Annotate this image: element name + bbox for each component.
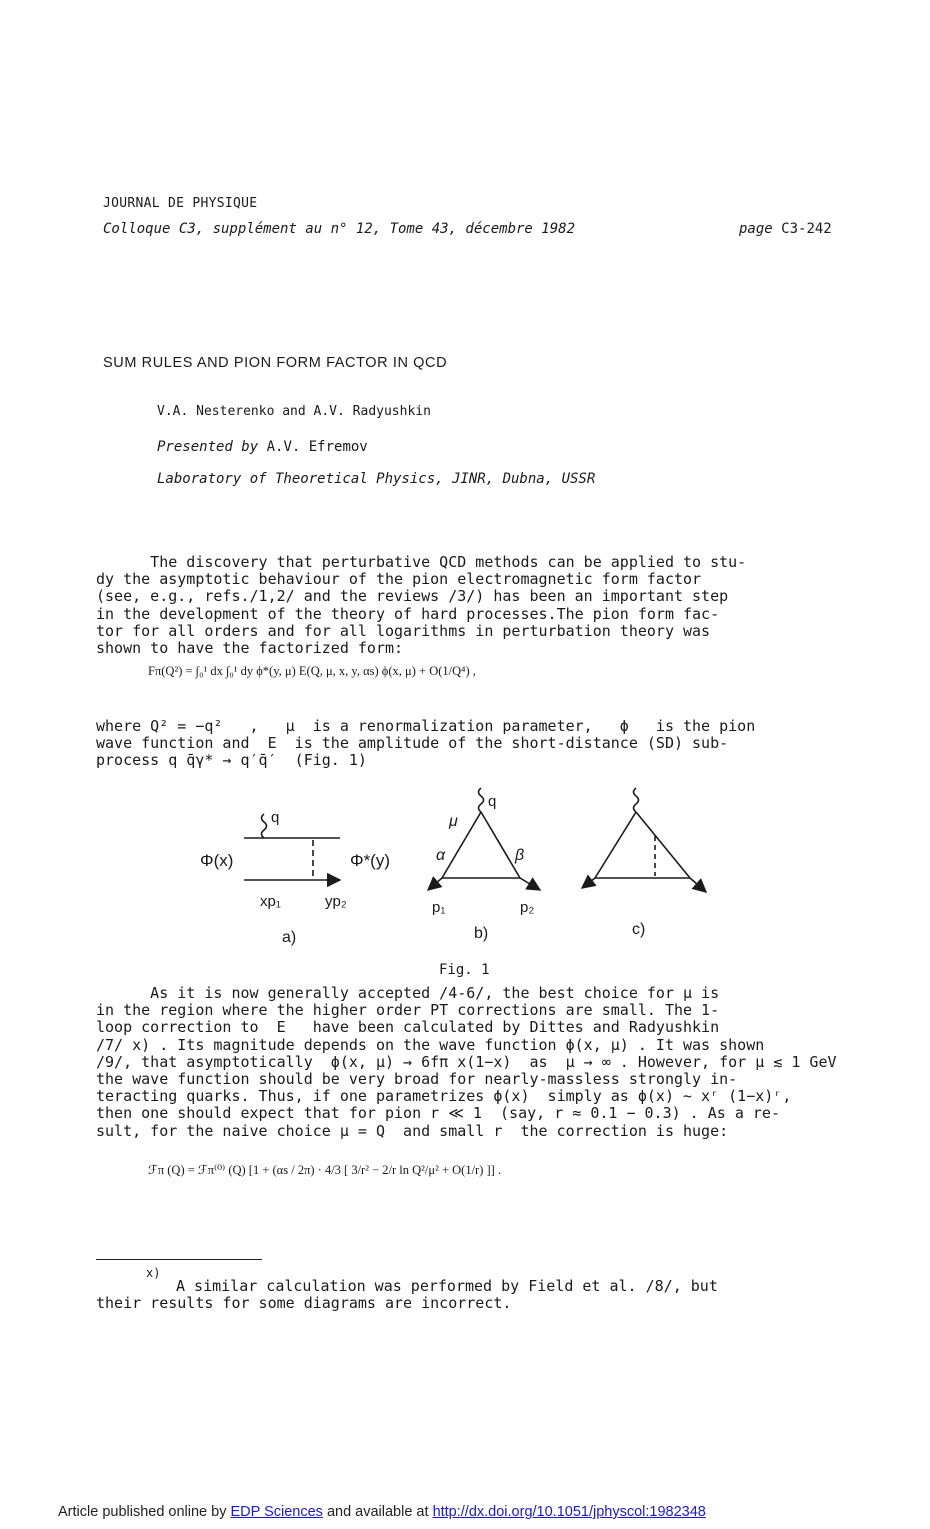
equation-factorized-form: Fπ(Q²) = ∫₀¹ dx ∫₀¹ dy ϕ*(y, μ) E(Q, μ, x, y, αs) ϕ(x, μ) + O(1/Q⁴) , — [148, 664, 476, 678]
label-beta-b: β — [515, 847, 525, 864]
journal-name: JOURNAL DE PHYSIQUE — [103, 196, 258, 211]
footnote-separator — [96, 1259, 262, 1260]
colloque-reference: Colloque C3, supplément au n° 12, Tome 43, décembre 1982 — [103, 221, 576, 237]
paper-title: SUM RULES AND PION FORM FACTOR IN QCD — [103, 355, 448, 371]
label-phi-y: Φ*(y) — [350, 851, 391, 870]
footnote-mark: x) — [146, 1266, 161, 1280]
footer-middle: and available at — [322, 1504, 433, 1520]
photon-line-b — [479, 788, 484, 812]
panel-c-label: c) — [632, 921, 646, 938]
photon-line-a — [262, 814, 267, 838]
label-q-b: q — [488, 793, 497, 810]
label-p2-b: p₂ — [520, 899, 535, 916]
label-q-a: q — [271, 809, 280, 826]
diagram-panel-c — [582, 788, 706, 892]
footnote-text: A similar calculation was performed by Field et al. /8/, but their results for some diagrams are incorrect. — [96, 1277, 718, 1313]
paragraph-intro: The discovery that perturbative QCD methods can be applied to stu- dy the asymptotic behaviour of the pion electromagnetic form factor (see, e.g., refs./1,2/ and the reviews /3/) has been an important step in the development of the theory of hard processes.The pion form fac- tor for all orders and for all logarithms in perturbation theory was shown to have the factorized form: — [96, 553, 747, 658]
footer-prefix: Article published online by — [58, 1504, 231, 1520]
panel-b-label: b) — [474, 925, 489, 942]
outgoing-quark-b — [520, 878, 540, 890]
triangle-right-b — [481, 812, 520, 878]
authors: V.A. Nesterenko and A.V. Radyushkin — [157, 404, 431, 419]
affiliation: Laboratory of Theoretical Physics, JINR, Dubna, USSR — [157, 471, 596, 487]
page-number-value: C3-242 — [781, 221, 832, 237]
label-xp1: xp₁ — [260, 893, 281, 910]
doi-link[interactable]: http://dx.doi.org/10.1051/jphyscol:1982348 — [432, 1504, 706, 1520]
presenter-name: A.V. Efremov — [266, 439, 368, 455]
triangle-left-b — [442, 812, 481, 878]
diagram-panel-a — [244, 814, 340, 880]
label-alpha-b: α — [436, 847, 446, 864]
equation-correction: ℱπ (Q) = ℱπ⁽⁰⁾ (Q) [1 + (αs / 2π) · 4/3 [ 3/r² − 2/r ln Q²/μ² + O(1/r) ]] . — [148, 1163, 502, 1177]
photon-line-c — [634, 788, 639, 812]
label-p1-b: p₁ — [432, 899, 446, 916]
label-phi-x: Φ(x) — [200, 851, 234, 870]
label-mu-b: μ — [449, 813, 458, 830]
publication-footer — [58, 1504, 706, 1520]
diagram-panel-b — [428, 788, 540, 890]
incoming-quark-c — [582, 878, 595, 888]
triangle-right-c — [636, 812, 690, 878]
presented-label: Presented by — [157, 439, 259, 455]
page-label: page — [739, 221, 773, 237]
label-yp2: yp₂ — [325, 893, 347, 910]
triangle-left-c — [595, 812, 636, 878]
paragraph-corrections: As it is now generally accepted /4-6/, the best choice for μ is in the region where the higher order PT corrections are small. The 1- loop correction to E have been calculated by Dittes and Radyushkin /7/ x) . Its magnitude depends on the wave function ϕ(x, μ) . It was shown /9/, that asymptotically ϕ(x, μ) → 6fπ x(1−x) as μ → ∞ . However, for μ ≲ 1 GeV the wave function should be very broad for nearly-massless strongly in- teracting quarks. Thus, if one parametrizes ϕ(x) simply as ϕ(x) ~ xʳ (1−x)ʳ, then one should expect that for pion r ≪ 1 (say, r ≈ 0.1 − 0.3) . As a re- sult, for the naive choice μ = Q and small r the correction is huge: — [96, 984, 837, 1140]
figure-caption: Fig. 1 — [439, 962, 490, 978]
panel-a-label: a) — [282, 929, 297, 946]
publisher-link[interactable]: EDP Sciences — [230, 1504, 323, 1520]
paragraph-definitions: where Q² = −q² , μ is a renormalization parameter, ϕ is the pion wave function and E is the amplitude of the short-distance (SD) sub- process q q̄γ* → q′q̄′ (Fig. 1) — [96, 717, 756, 770]
incoming-quark-b — [428, 878, 442, 890]
outgoing-quark-c — [690, 878, 706, 892]
